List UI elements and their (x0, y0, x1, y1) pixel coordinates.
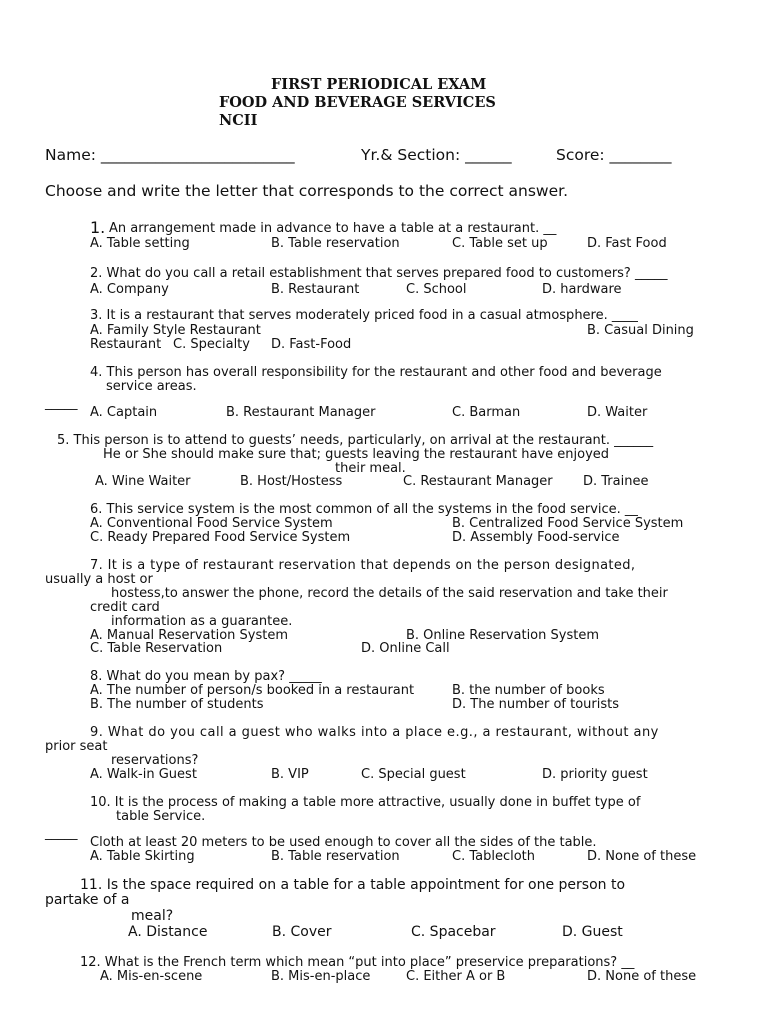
question-number: 1. (90, 218, 106, 237)
choice-a: A. Family Style Restaurant (90, 323, 261, 338)
choice-c: C. Restaurant Manager (403, 474, 553, 489)
choice-c: C. Ready Prepared Food Service System (90, 530, 351, 545)
choice-b: B. Cover (272, 924, 332, 940)
question-text-continued: prior seat (45, 739, 108, 754)
choice-d: D. Waiter (587, 405, 648, 420)
choice-b: B. Table reservation (271, 849, 400, 864)
choice-d: D. priority guest (542, 767, 648, 782)
choice-c: C. School (406, 282, 467, 297)
question-text: 6. This service system is the most common of all the systems in the food service. __ (90, 502, 638, 517)
question-text: 2. What do you call a retail establishment that serves prepared food to customers? _____ (90, 266, 668, 281)
choice-d: D. Assembly Food-service (452, 530, 620, 545)
question-text-continued: information as a guarantee. (111, 614, 293, 629)
choice-a: A. Table setting (90, 236, 190, 251)
question-text: 11. Is the space required on a table for a table appointment for one person to (80, 877, 626, 893)
question-text: 7. It is a type of restaurant reservation that depends on the person designated, (90, 558, 636, 573)
choice-d: D. Fast Food (587, 236, 667, 251)
question-text: 5. This person is to attend to guests’ needs, particularly, on arrival at the restaurant. ______ (57, 433, 654, 448)
choice-a: A. Distance (128, 924, 208, 940)
choice-c: C. Either A or B (406, 969, 506, 984)
question-text: 9. What do you call a guest who walks into a place e.g., a restaurant, without any (90, 725, 659, 740)
question-text-continued: hostess,to answer the phone, record the details of the said reservation and take their (111, 586, 668, 601)
question-text-continued: reservations? (111, 753, 199, 768)
choice-a: A. Wine Waiter (95, 474, 191, 489)
choice-b: B. Restaurant (271, 282, 360, 297)
choice-b: B. Casual Dining (587, 323, 694, 338)
question-text-continued: usually a host or (45, 572, 153, 587)
choice-c: C. Spacebar (411, 924, 496, 940)
choice-c: C. Tablecloth (452, 849, 536, 864)
question-text-continued: meal? (131, 908, 174, 924)
choice-c: C. Specialty (173, 337, 250, 352)
choice-c: C. Table Reservation (90, 641, 223, 656)
choice-d: D. None of these (587, 849, 697, 864)
choice-a: A. Walk-in Guest (90, 767, 197, 782)
score-field: Score: ________ (556, 146, 672, 164)
question-text: 3. It is a restaurant that serves moderately priced food in a casual atmosphere. ____ (90, 308, 638, 323)
question-text-continued: partake of a (45, 892, 130, 908)
question-text-continued: table Service. (116, 809, 206, 824)
question-text-continued: service areas. (106, 379, 197, 394)
choice-d: D. Fast-Food (271, 337, 352, 352)
choice-c: C. Special guest (361, 767, 466, 782)
question-text: 12. What is the French term which mean “put into place” preservice preparations? __ (80, 955, 635, 970)
choice-d: D. None of these (587, 969, 697, 984)
choice-d: D. Guest (562, 924, 623, 940)
choice-d: D. Trainee (583, 474, 649, 489)
choice-a: A. Conventional Food Service System (90, 516, 333, 531)
choice-a: A. Company (90, 282, 169, 297)
question-text: An arrangement made in advance to have a table at a restaurant. __ (109, 221, 557, 236)
choice-c: C. Table set up (452, 236, 548, 251)
choice-b: B. Centralized Food Service System (452, 516, 684, 531)
choice-c: C. Barman (452, 405, 521, 420)
question-text-continued: their meal. (335, 461, 406, 476)
choice-a: A. Manual Reservation System (90, 628, 289, 643)
choice-b-continued: Restaurant (90, 337, 162, 352)
choice-b: B. Table reservation (271, 236, 400, 251)
exam-title: FIRST PERIODICAL EXAM (271, 76, 487, 93)
question-text: 8. What do you mean by pax? _____ (90, 669, 322, 684)
name-field: Name: _________________________ (45, 146, 295, 164)
choice-b: B. the number of books (452, 683, 605, 698)
choice-d: D. hardware (542, 282, 622, 297)
choice-b: B. Online Reservation System (406, 628, 599, 643)
answer-blank: _____ (45, 396, 78, 411)
choice-d: D. Online Call (361, 641, 450, 656)
choice-c: B. The number of students (90, 697, 264, 712)
question-text-continued: credit card (90, 600, 160, 615)
section-field: Yr.& Section: ______ (361, 146, 512, 164)
question-text-continued: Cloth at least 20 meters to be used enough to cover all the sides of the table. (90, 835, 597, 850)
choice-b: B. Host/Hostess (240, 474, 343, 489)
answer-blank: _____ (45, 826, 78, 841)
question-text: 10. It is the process of making a table more attractive, usually done in buffet type of (90, 795, 641, 810)
subject-title: FOOD AND BEVERAGE SERVICES (219, 94, 496, 111)
choice-a: A. Mis-en-scene (100, 969, 203, 984)
question-text: 4. This person has overall responsibility for the restaurant and other food and beverage (90, 365, 662, 380)
choice-b: B. Mis-en-place (271, 969, 371, 984)
instruction: Choose and write the letter that corresponds to the correct answer. (45, 182, 569, 200)
choice-a: A. The number of person/s booked in a restaurant (90, 683, 415, 698)
choice-b: B. Restaurant Manager (226, 405, 376, 420)
choice-a: A. Table Skirting (90, 849, 195, 864)
choice-a: A. Captain (90, 405, 158, 420)
level-title: NCII (219, 112, 258, 129)
choice-d: D. The number of tourists (452, 697, 620, 712)
question-text-continued: He or She should make sure that; guests leaving the restaurant have enjoyed (103, 447, 610, 462)
choice-b: B. VIP (271, 767, 309, 782)
